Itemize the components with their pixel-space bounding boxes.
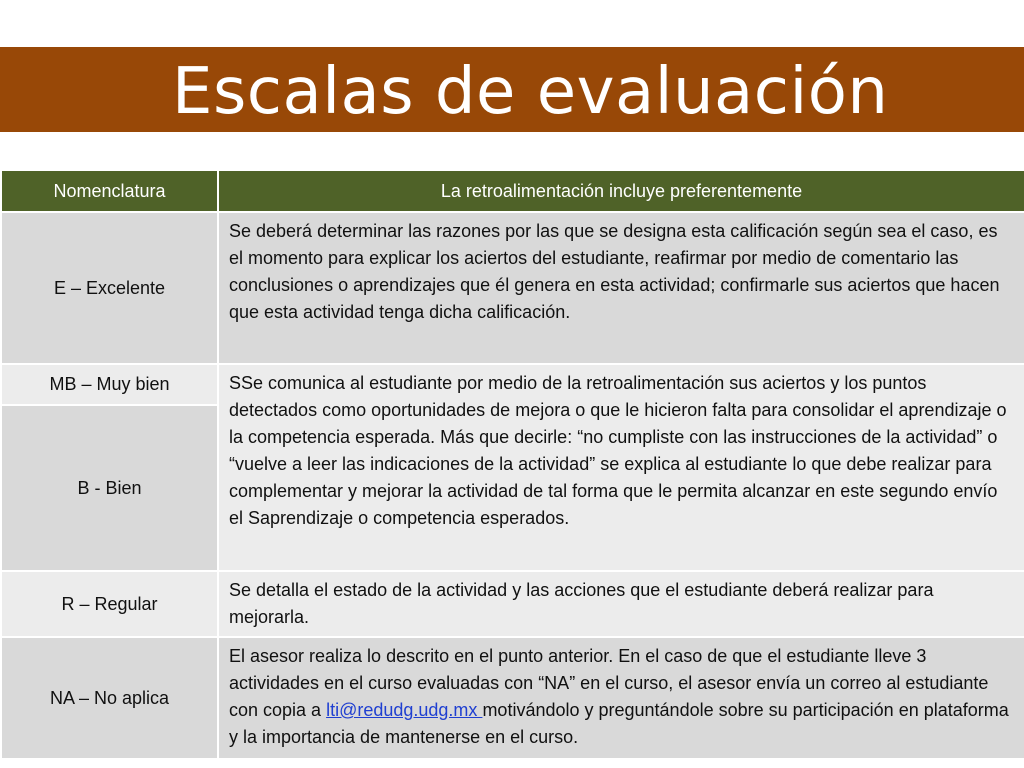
description-excelente: Se deberá determinar las razones por las que se designa esta calificación según sea el caso, es el momento para explicar los aciertos del estudiante, reafirmar por medio de comentario las conclusiones o aprendizajes que él genera en esta actividad; confirmarle sus aciertos que hacen que esta actividad tenga dicha calificación. <box>218 212 1024 364</box>
table-row <box>1 637 1024 759</box>
header-feedback: La retroalimentación incluye preferentemente <box>218 170 1024 212</box>
table-row <box>1 571 1024 637</box>
description-regular: Se detalla el estado de la actividad y las acciones que el estudiante deberá realizar para mejorarla. <box>218 571 1024 637</box>
nomenclature-excelente: E – Excelente <box>1 212 218 364</box>
description-no-aplica-text-2: motivándolo y preguntándole sobre su participación en plataforma y la importancia de mantenerse en el curso. <box>229 700 1009 747</box>
email-link[interactable]: lti@redudg.udg.mx <box>326 700 483 720</box>
slide-title: Escalas de evaluación <box>172 55 889 129</box>
description-no-aplica-text: El asesor realiza lo descrito en el punto anterior. En el caso de que el estudiante lleve 3 actividades en el curso evaluadas con “NA” en el curso, el asesor envía un correo al estudiante con copia a <box>229 646 989 720</box>
header-nomenclature: Nomenclatura <box>1 170 218 212</box>
nomenclature-regular: R – Regular <box>1 571 218 637</box>
nomenclature-no-aplica: NA – No aplica <box>1 637 218 759</box>
nomenclature-muy-bien: MB – Muy bien <box>1 364 218 405</box>
description-muy-bien-bien: SSe comunica al estudiante por medio de la retroalimentación sus aciertos y los puntos detectados como oportunidades de mejora o que le hicieron falta para consolidar el aprendizaje o la competencia esperada. Más que decirle: “no cumpliste con las instrucciones de la actividad” o “vuelve a leer las indicaciones de la actividad” se explica al estudiante lo que debe realizar para complementar y mejorar la actividad de tal forma que le permita alcanzar en este segundo envío el Saprendizaje o competencia esperados. <box>218 364 1024 571</box>
evaluation-scales-table <box>0 169 1024 760</box>
nomenclature-bien: B - Bien <box>1 405 218 571</box>
table-row <box>1 364 1024 405</box>
table-header-row <box>1 170 1024 212</box>
table-row <box>1 212 1024 364</box>
description-no-aplica <box>218 637 1024 759</box>
